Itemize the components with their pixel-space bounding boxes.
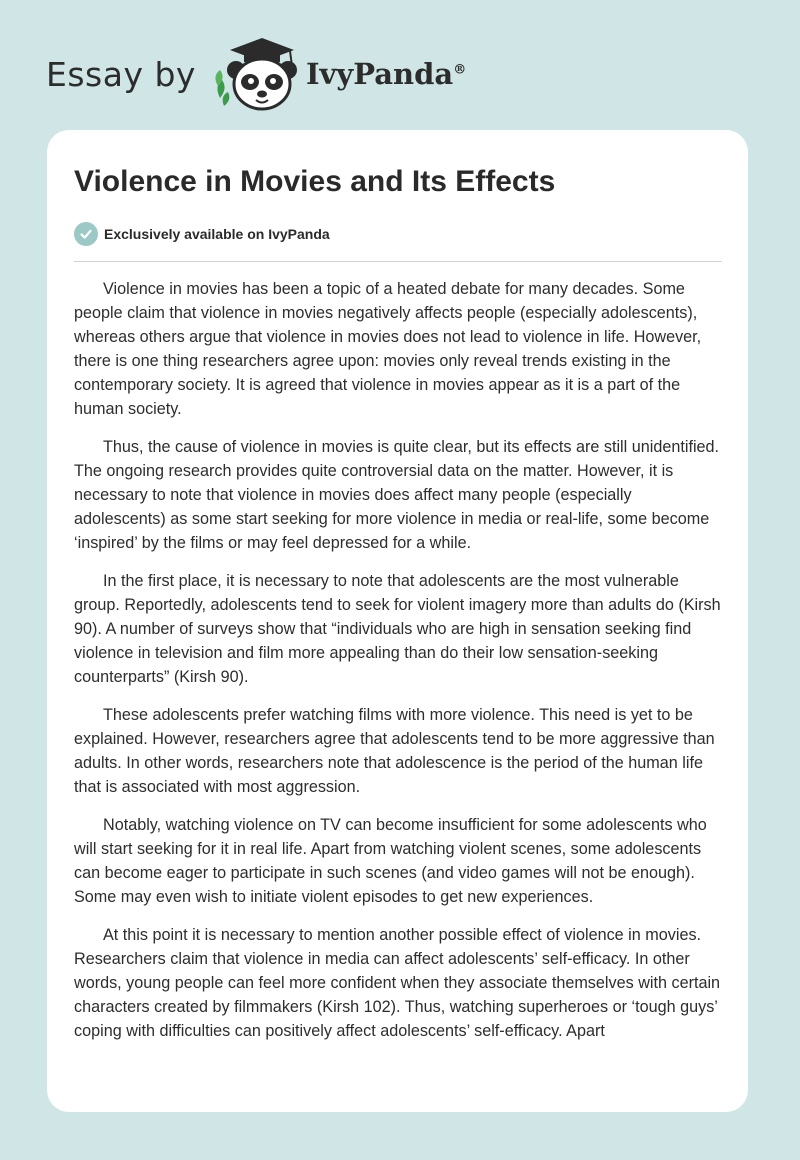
page-title: Violence in Movies and Its Effects (74, 165, 556, 198)
paragraph: Thus, the cause of violence in movies is quite clear, but its effects are still unidentified. The ongoing research provides quite controversial data on the matter. However, it is necessary to note that violence in movies does affect many people (especially adolescents) as some start seeking for more violence in media or real-life, some become ‘inspired’ by the films or may feel depressed for a while. (74, 438, 720, 552)
brand-header[interactable] (46, 36, 466, 112)
brand-prefix: Essay by (46, 54, 196, 94)
header-divider (74, 261, 722, 262)
paragraph: At this point it is necessary to mention another possible effect of violence in movies. Researchers claim that violence in media can affect adolescents’ self-efficacy. In other words, young people can feel more confident when they associate themselves with certain characters created by filmmakers (Kirsh 102). Thus, watching superheroes or ‘tough guys’ coping with difficulties can positively affect adolescents’ self-efficacy. Apart (74, 926, 721, 1040)
checkmark-icon (74, 222, 98, 246)
exclusive-badge-label: Exclusively available on IvyPanda (104, 226, 330, 242)
paragraph: Violence in movies has been a topic of a heated debate for many decades. Some people claim that violence in movies negatively affects people (especially adolescents), whereas others argue that violence in movies does not lead to violence in life. However, there is one thing researchers agree upon: movies only reveal trends existing in the contemporary society. It is agreed that violence in movies appear as it is a part of the human society. (74, 280, 702, 418)
paragraph: Notably, watching violence on TV can become insufficient for some adolescents who will start seeking for it in real life. Apart from watching violent scenes, some adolescents can become eager to participate in such scenes (and video games will not be enough). Some may even wish to initiate violent episodes to get new experiences. (74, 816, 707, 906)
paragraph: These adolescents prefer watching films with more violence. This need is yet to be explained. However, researchers agree that adolescents tend to be more aggressive than adults. In other words, researchers note that adolescence is the period of the human life that is associated with most aggression. (74, 706, 715, 796)
paragraph: In the first place, it is necessary to note that adolescents are the most vulnerable group. Reportedly, adolescents tend to seek for violent imagery more than adults do (Kirsh 90). A number of surveys show that “individuals who are high in sensation seeking find violence in television and film more appealing than do their low sensation-seeking counterparts” (Kirsh 90). (74, 572, 721, 686)
panda-logo-icon (210, 36, 302, 112)
essay-body (74, 277, 722, 1057)
brand-name: IvyPanda® (305, 57, 467, 91)
essay-card (47, 130, 748, 1112)
exclusive-badge (74, 222, 330, 246)
